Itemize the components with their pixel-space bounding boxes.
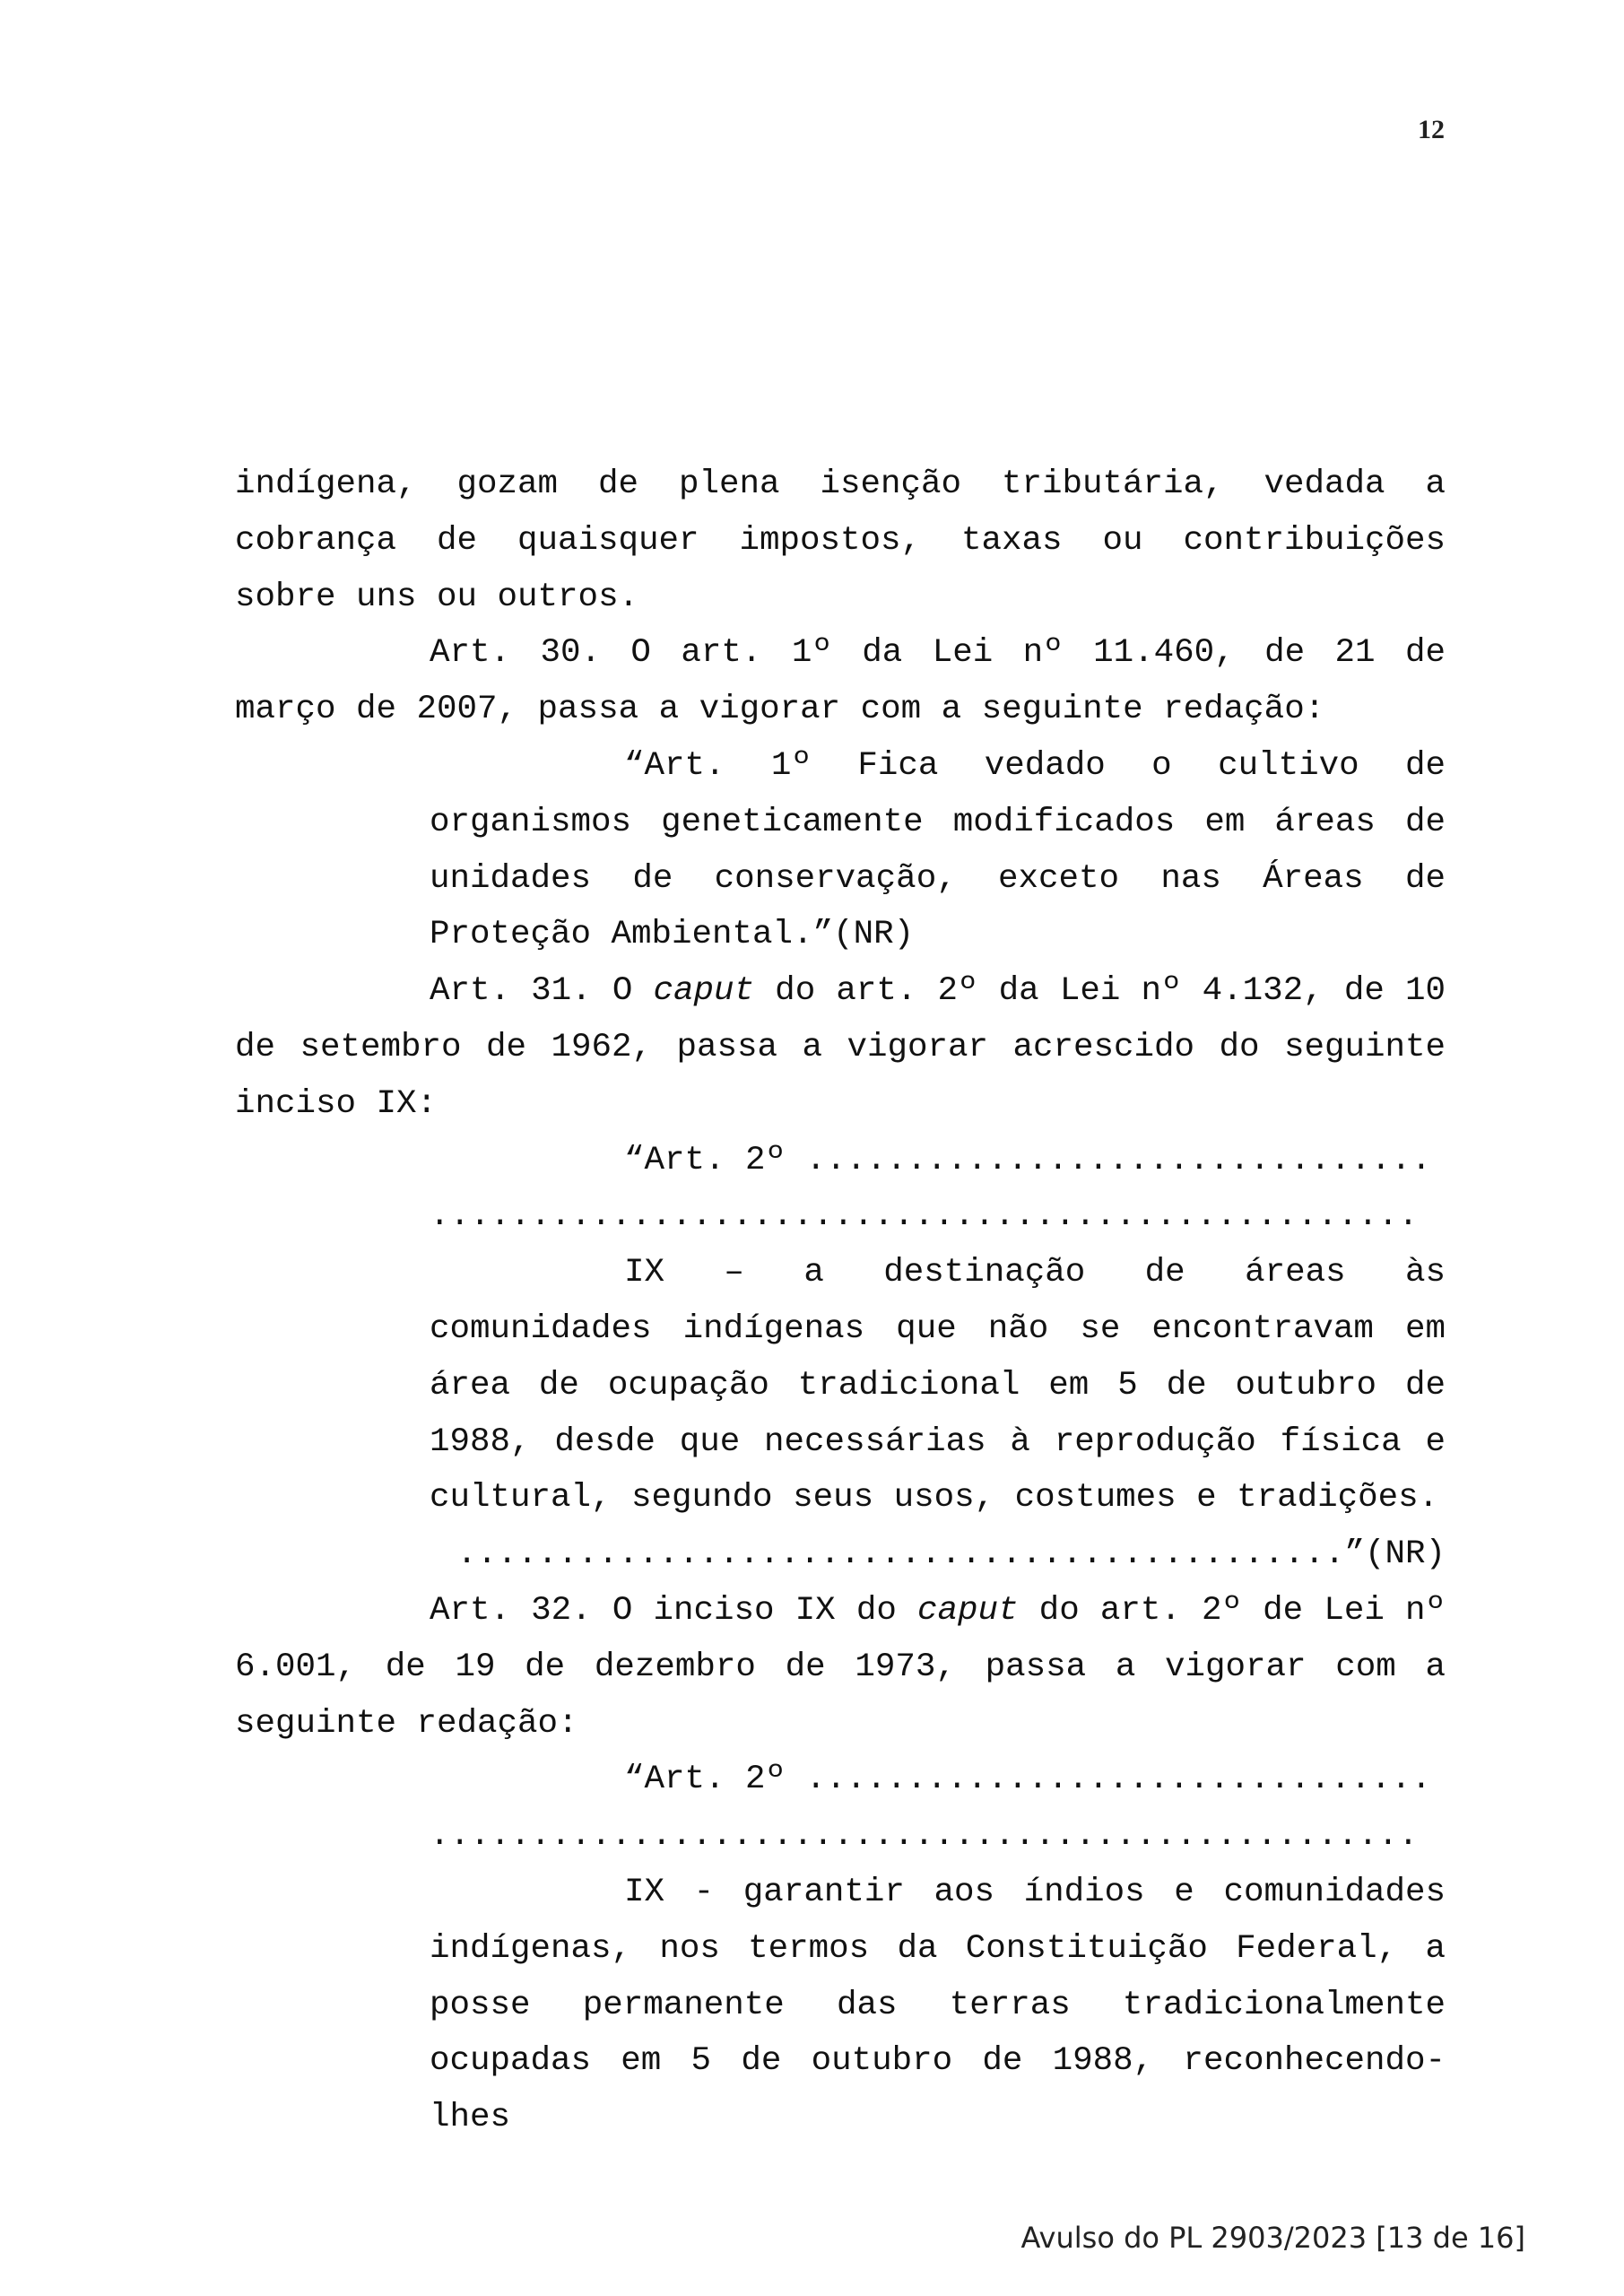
article-31-inciso: IX – a destinação de áreas às comunidades indígenas que não se encontravam em área de ocupação tradicional em 5 de outubro de 1988, desde que necessárias à reprodução física e cultural, segundo seus usos, costumes e tradições.	[430, 1254, 1446, 1518]
page-number: 12	[1418, 115, 1445, 144]
article-32-post: do art. 2º de Lei nº 6.001, de 19 de dezembro de 1973, passa a vigorar com a seguinte redação:	[235, 1591, 1446, 1743]
article-31-caput: caput	[653, 972, 755, 1011]
article-32-inciso: IX - garantir aos índios e comunidades indígenas, nos termos da Constituição Federal, a posse permanente das terras tradicionalmente ocupadas em 5 de outubro de 1988, reconhecendo-lhes	[430, 1873, 1446, 2137]
article-32	[235, 1583, 1446, 1752]
article-31-quote-head: “Art. 2º ...............................	[624, 1141, 1432, 1179]
article-32-caput: caput	[917, 1591, 1019, 1630]
article-30-quote-block	[430, 738, 1446, 963]
article-32-pre: Art. 32. O inciso IX do	[430, 1591, 917, 1630]
article-31-quote-block	[430, 1133, 1446, 1583]
article-32-quote-block	[430, 1752, 1446, 2146]
article-30-quote: “Art. 1º Fica vedado o cultivo de organismos geneticamente modificados em áreas de unidades de conservação, exceto nas Áreas de Proteção Ambiental.”(NR)	[430, 746, 1446, 954]
article-31-pre: Art. 31. O	[430, 972, 654, 1011]
article-31-post: do art. 2º da Lei nº 4.132, de 10 de setembro de 1962, passa a vigorar acrescido do seguinte inciso IX:	[235, 972, 1446, 1123]
article-30: Art. 30. O art. 1º da Lei nº 11.460, de 21 de março de 2007, passa a vigorar com a seguinte redação:	[235, 634, 1446, 729]
footer-document-reference: Avulso do PL 2903/2023 [13 de 16]	[1020, 2221, 1525, 2255]
article-31	[235, 963, 1446, 1132]
article-32-quote-head: “Art. 2º ...............................	[624, 1761, 1432, 1799]
article-31-quote-dots: .................................................	[430, 1197, 1419, 1236]
article-32-quote-dots: .................................................	[430, 1817, 1419, 1856]
paragraph-continuation: indígena, gozam de plena isenção tributária, vedada a cobrança de quaisquer impostos, taxas ou contribuições sobre uns ou outros.	[235, 465, 1446, 616]
article-31-quote-closing: ............................................”(NR)	[456, 1535, 1446, 1574]
document-body	[235, 457, 1446, 2146]
